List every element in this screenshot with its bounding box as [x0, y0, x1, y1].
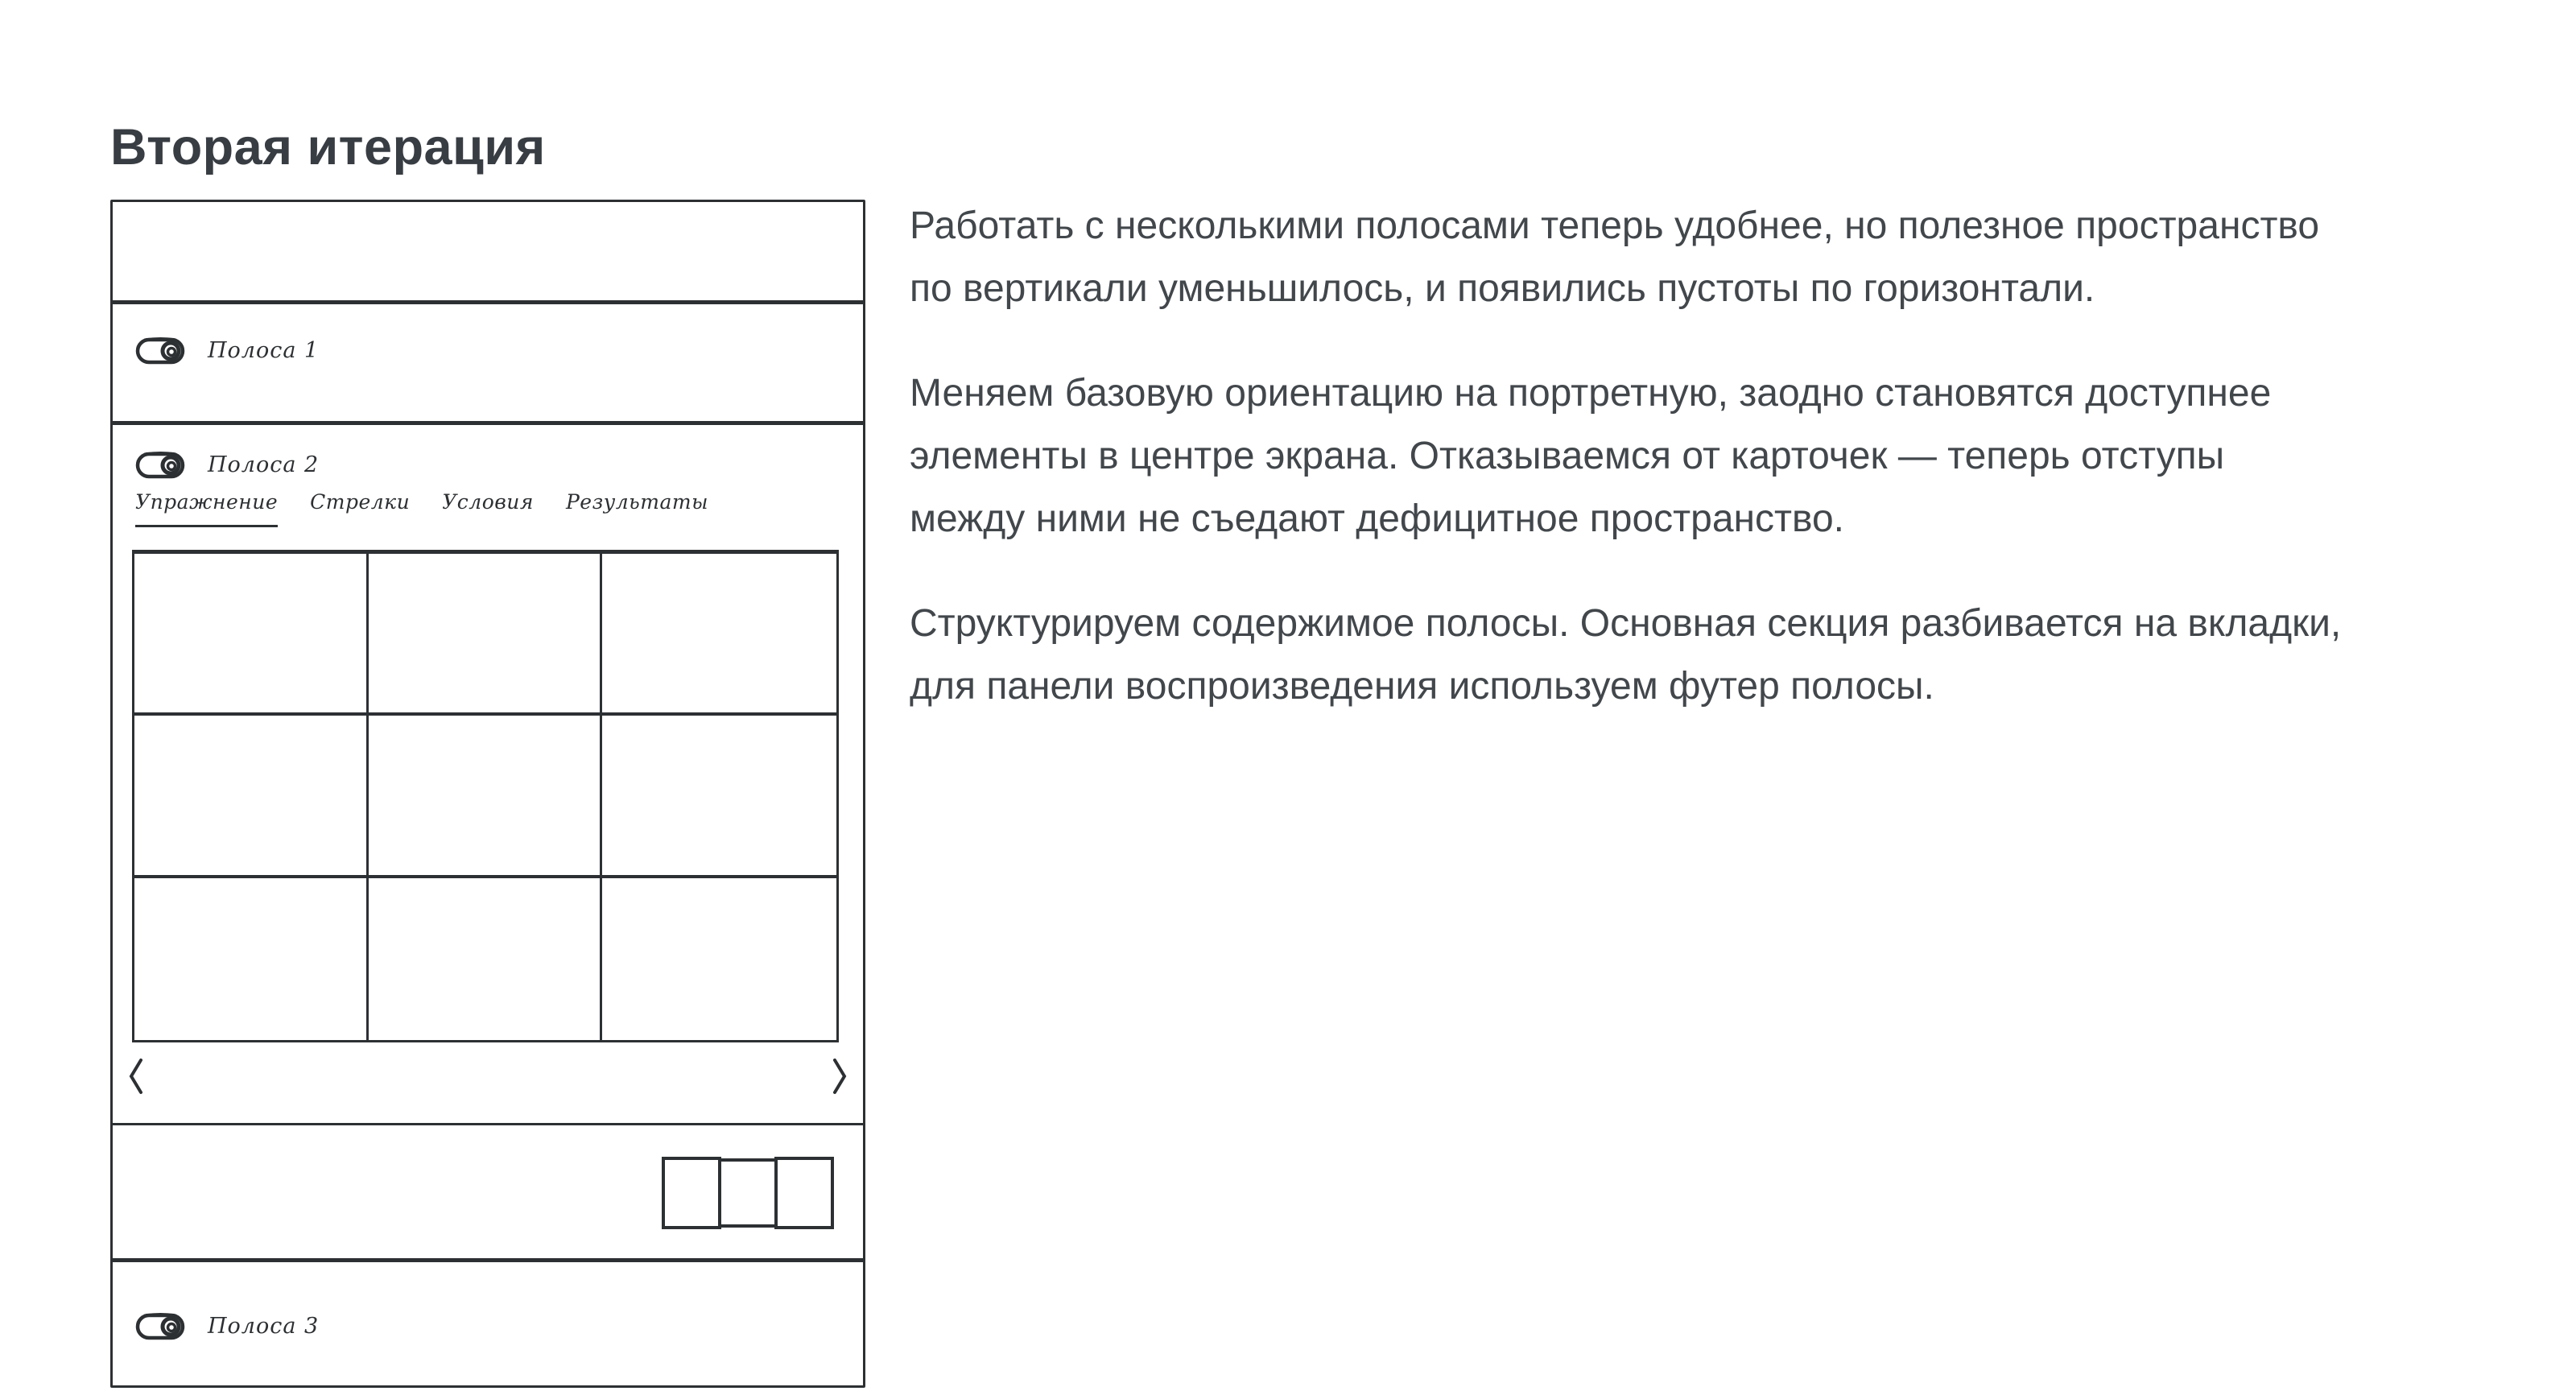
text-line: элементы в центре экрана. Отказываемся от карточек — теперь отступы	[910, 435, 2225, 477]
strip-1-row	[135, 336, 319, 365]
chevron-right-icon	[829, 1057, 850, 1096]
tab-arrows: Стрелки	[310, 490, 411, 514]
grid-cell	[369, 878, 603, 1040]
grid-cell	[134, 878, 369, 1040]
grid-cell	[369, 554, 603, 716]
tab-results: Результаты	[565, 490, 708, 514]
grid-cell	[602, 878, 836, 1040]
thumbnail-box	[718, 1158, 778, 1228]
article-text	[910, 195, 2504, 718]
chevron-left-icon	[126, 1057, 147, 1096]
text-line: Меняем базовую ориентацию на портретную, заодно становятся доступнее	[910, 372, 2272, 415]
grid-cell	[602, 716, 836, 877]
strip-1-label: Полоса 1	[208, 338, 320, 363]
divider	[111, 421, 865, 425]
text-line: по вертикали уменьшилось, и появились пустоты по горизонтали.	[910, 267, 2095, 310]
tab-conditions: Условия	[442, 490, 534, 514]
toggle-on-icon	[135, 336, 185, 365]
divider	[111, 1123, 865, 1125]
strip-2-label: Полоса 2	[208, 452, 320, 477]
text-line: Работать с несколькими полосами теперь удобнее, но полезное пространство	[910, 204, 2320, 247]
thumbnail-box	[774, 1157, 834, 1229]
wireframe-tabs	[135, 490, 708, 527]
text-line: Структурируем содержимое полосы. Основная секция разбивается на вкладки,	[910, 602, 2342, 645]
divider	[111, 1258, 865, 1262]
paragraph-3	[910, 592, 2504, 718]
strip-3-label: Полоса 3	[208, 1314, 320, 1339]
grid-cell	[134, 554, 369, 716]
thumbnail-box	[662, 1157, 721, 1229]
toggle-on-icon	[135, 451, 185, 480]
paragraph-1	[910, 195, 2504, 320]
footer-thumbnails	[662, 1157, 834, 1229]
text-line: между ними не съедают дефицитное пространство.	[910, 497, 1844, 540]
toggle-on-icon	[135, 1312, 185, 1341]
paragraph-2	[910, 362, 2504, 551]
card-grid	[132, 550, 839, 1042]
strip-2-row	[135, 451, 319, 480]
grid-cell	[134, 716, 369, 877]
text-line: для панели воспроизведения используем футер полосы.	[910, 665, 1934, 708]
page-title: Вторая итерация	[110, 119, 546, 175]
grid-cell	[369, 716, 603, 877]
strip-3-row	[135, 1312, 319, 1341]
grid-cell	[602, 554, 836, 716]
tab-exercise: Упражнение	[135, 490, 278, 527]
wireframe-sketch	[110, 200, 865, 1388]
divider	[111, 300, 865, 304]
